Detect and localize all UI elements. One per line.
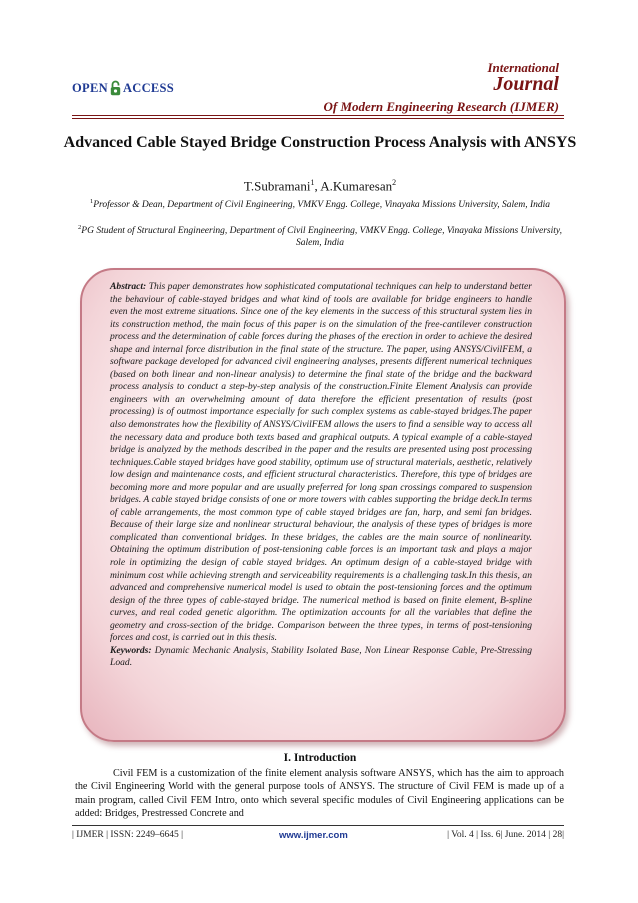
author-list xyxy=(60,178,580,194)
open-access-label-left: OPEN xyxy=(72,80,108,95)
keywords-label: Keywords: xyxy=(110,644,152,656)
journal-name-line2: Journal xyxy=(493,73,559,95)
footer-divider xyxy=(72,825,564,826)
abstract-content xyxy=(110,281,532,670)
author-affiliation-mark: 2 xyxy=(392,178,397,187)
author-name: A.Kumaresan xyxy=(320,178,393,194)
open-access-logo xyxy=(72,80,174,96)
footer-journal-info: | IJMER | ISSN: 2249–6645 | xyxy=(72,830,184,840)
footer-website-link[interactable]: www.ijmer.com xyxy=(279,830,348,841)
abstract-label: Abstract: xyxy=(110,281,147,292)
author-name: T.Subramani xyxy=(243,178,311,194)
journal-name-line3: Of Modern Engineering Research (IJMER) xyxy=(323,99,559,114)
header-divider xyxy=(72,115,564,116)
affiliation-mark: 1 xyxy=(89,198,94,205)
affiliation xyxy=(72,222,568,249)
open-lock-icon xyxy=(110,80,121,96)
author-affiliation-mark: 1 xyxy=(310,178,315,187)
affiliation-mark: 2 xyxy=(78,224,82,231)
open-access-label-right: ACCESS xyxy=(122,80,175,95)
journal-name-line1: International xyxy=(487,60,559,75)
paper-title: Advanced Cable Stayed Bridge Construction Process Analysis with ANSYS xyxy=(63,134,577,151)
section-heading: I. Introduction xyxy=(283,752,357,764)
header-divider-thin xyxy=(72,118,564,119)
affiliation xyxy=(72,196,568,211)
abstract-text: This paper demonstrates how sophisticated computational techniques can help to understand better the behaviour of cable-stayed bridges and what kind of tools are available for bridge engineers to handle even the most extreme situations. Since one of the key elements in the success of this structural system lies in its construction method, the main focus of this paper is on the simulation of the free-cantilever construction process and the determination of cable forces during the phases of the erection in order to achieve the desired shape and internal force distribution in the final state of the structure. The paper, using ANSYS/CivilFEM, a software package developed for advanced civil engineering analyses, presents different numerical techniques (based on both linear and non-linear analysis) to determine the final state of the bridge and the backward process analysis to conduct a step-by-step analysis of the construction.Finite Element Analysis can provide engineers with an overwhelming amount of data therefore the efficient presentation of results (post processing) is of outmost importance especially for such complex systems as cable-stayed bridges.The paper also demonstrates how the flexibility of ANSYS/CivilFEM allows the users to find a sensible way to access all the necessary data and produce both texts based and graphical outputs. A typical example of a cable-stayed bridge is analyzed by the methods described in the paper and the results are presented using post processing techniques.Cable stayed bridges have good stability, optimum use of structural materials, aesthetic, relatively low design and maintenance costs, and efficient structural characteristics. Therefore, this type of bridges are becoming more and more popular and are usually preferred for long span crossings compared to suspension bridges. A cable stayed bridge consists of one or more towers with cables supporting the bridge deck.In terms of cable arrangements, the most common type of cable stayed bridges are fan, harp, and semi fan bridges. Because of their large size and nonlinear structural behaviour, the analysis of these types of bridges is more complicated than conventional bridges. In these bridges, the cables are the main source of nonlinearity. Obtaining the optimum distribution of post-tensioning cable forces is an important task and plays a major role in optimizing the design of cable stayed bridges. An optimum design of a cable-stayed bridge with minimum cost while achieving strength and serviceability requirements is a challenging task.In this thesis, an advanced and comprehensive numerical model is used to obtain the post-tensioning forces and the optimum design of the three types of cable-stayed bridge. The numerical method is based on finite element, B-spline curves, and real coded genetic algorithm. The optimization accounts for all the variables that define the geometry and cross-section of the bridge. Comparison between the three types, in terms of post-tensioning forces and cost, is carried out in this thesis. xyxy=(110,281,532,644)
author-separator: , xyxy=(314,178,321,194)
footer-issue-info: | Vol. 4 | Iss. 6| June. 2014 | 28| xyxy=(447,830,564,840)
section-body: Civil FEM is a customization of the finite element analysis software ANSYS, which has the aim to approach the Civil Engineering World with the general purpose tools of ANSYS. The structure of Civil FEM is made up of a main program, called Civil FEM Intro, onto which several specific modules of Civil Engineering applications can be added: Bridges, Prestressed Concrete and xyxy=(75,768,564,819)
keywords-text: Dynamic Mechanic Analysis, Stability Isolated Base, Non Linear Response Cable, Pre-Stressing Load. xyxy=(110,644,532,669)
affiliation-text: Professor & Dean, Department of Civil Engineering, VMKV Engg. College, Vinayaka Missions University, Salem, India xyxy=(93,200,551,211)
affiliation-text: PG Student of Structural Engineering, Department of Civil Engineering, VMKV Engg. College, Vinayaka Missions University, Salem, India xyxy=(81,226,562,249)
